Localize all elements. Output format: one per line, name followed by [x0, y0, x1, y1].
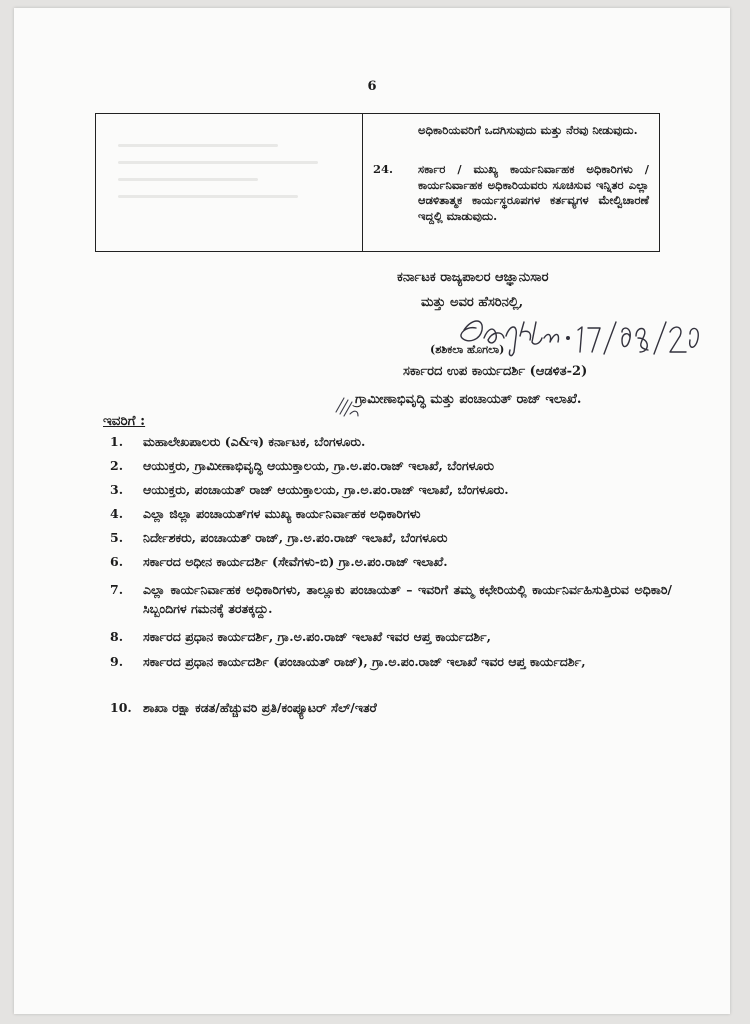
- recipients-heading: ಇವರಿಗೆ :: [103, 413, 146, 429]
- list-item-number: 5.: [110, 530, 124, 545]
- authority-line-1: ಕರ್ನಾಟಕ ರಾಜ್ಯಪಾಲರ ಆಜ್ಞಾನುಸಾರ: [397, 270, 549, 285]
- item-text: ಸರ್ಕಾರ / ಮುಖ್ಯ ಕಾರ್ಯನಿರ್ವಾಹಕ ಅಧಿಕಾರಿಗಳು / ಕಾರ್ಯನಿರ್ವಾಹಕ ಅಧಿಕಾರಿಯವರು ಸೂಚಿಸುವ ಇನ್ನಿತರ ಎಲ್ಲಾ ಆಡಳಿತಾತ್ಮಕ ಕಾರ್ಯಸ್ಥರೂಪಗಳ ಕರ್ತವ್ಯಗಳ ಮೇಲ್ವಿಚಾರಣೆ ಇದ್ದಲ್ಲಿ ಮಾಡುವುದು.: [418, 162, 649, 223]
- signature-stroke: [578, 327, 582, 352]
- list-item-text: ಎಲ್ಲಾ ಜಿಲ್ಲಾ ಪಂಚಾಯತ್‌ಗಳ ಮುಖ್ಯ ಕಾರ್ಯನಿರ್ವಾಹಕ ಅಧಿಕಾರಿಗಳು: [143, 506, 421, 521]
- list-item-number: 8.: [110, 629, 124, 644]
- list-item-number: 3.: [110, 482, 124, 497]
- list-item: [110, 528, 672, 547]
- signature-stroke: [636, 329, 648, 353]
- page-number: 6: [367, 79, 377, 94]
- list-item: [110, 627, 672, 646]
- handwritten-signature: [444, 308, 706, 370]
- list-item-text: ಎಲ್ಲಾ ಕಾರ್ಯನಿರ್ವಾಹಕ ಅಧಿಕಾರಿಗಳು, ತಾಲ್ಲೂಕು ಪಂಚಾಯತ್ – ಇವರಿಗೆ ತಮ್ಮ ಕಛೇರಿಯಲ್ಲಿ ಕಾರ್ಯನಿರ್ವಹಿಸುತ್ತಿರುವ ಅಧಿಕಾರಿ/ಸಿಬ್ಬಂದಿಗಳ ಗಮನಕ್ಕೆ ತರತಕ್ಕದ್ದು.: [143, 582, 672, 616]
- signatory-designation: ಸರ್ಕಾರದ ಉಪ ಕಾರ್ಯದರ್ಶಿ (ಆಡಳಿತ-2): [403, 364, 588, 379]
- table-left-cell: [96, 114, 362, 251]
- list-item-number: 10.: [110, 700, 132, 715]
- department-name: ಗ್ರಾಮೀಣಾಭಿವೃದ್ಧಿ ಮತ್ತು ಪಂಚಾಯತ್ ರಾಜ್ ಇಲಾಖೆ.: [355, 392, 582, 407]
- list-item: [110, 580, 672, 618]
- list-item-number: 2.: [110, 458, 124, 473]
- signature-stroke: [520, 322, 531, 340]
- list-item-number: 9.: [110, 654, 124, 669]
- duties-table: [95, 113, 660, 252]
- signature-stroke: [654, 322, 666, 354]
- signature-stroke: [622, 328, 630, 347]
- bleed-through-line: [118, 161, 318, 164]
- list-item: [110, 652, 672, 671]
- list-item-text: ಆಯುಕ್ತರು, ಪಂಚಾಯತ್ ರಾಜ್ ಆಯುಕ್ತಾಲಯ, ಗ್ರಾ.ಅ.ಪಂ.ರಾಜ್ ಇಲಾಖೆ, ಬೆಂಗಳೂರು.: [143, 482, 509, 497]
- list-item: [110, 552, 672, 571]
- list-item: [110, 504, 672, 523]
- list-item-number: 6.: [110, 554, 124, 569]
- table-column-divider: [362, 114, 363, 251]
- list-item: [110, 432, 672, 451]
- signature-stroke: [461, 321, 482, 341]
- list-item: [110, 698, 672, 717]
- initials-mark: [332, 392, 362, 422]
- list-item-text: ಮಹಾಲೇಖಪಾಲರು (ಎ&ಇ) ಕರ್ನಾಟಕ, ಬೆಂಗಳೂರು.: [143, 434, 366, 449]
- list-item-text: ಸರ್ಕಾರದ ಪ್ರಧಾನ ಕಾರ್ಯದರ್ಶಿ (ಪಂಚಾಯತ್ ರಾಜ್), ಗ್ರಾ.ಅ.ಪಂ.ರಾಜ್ ಇಲಾಖೆ ಇವರ ಆಪ್ತ ಕಾರ್ಯದರ್ಶಿ,: [143, 654, 586, 669]
- list-item-text: ಸರ್ಕಾರದ ಅಧೀನ ಕಾರ್ಯದರ್ಶಿ (ಸೇವೆಗಳು-ಬಿ) ಗ್ರಾ.ಅ.ಪಂ.ರಾಜ್ ಇಲಾಖೆ.: [143, 554, 448, 569]
- bleed-through-line: [118, 144, 278, 147]
- list-item-text: ಶಾಖಾ ರಕ್ಷಾ ಕಡತ/ಹೆಚ್ಚುವರಿ ಪ್ರತಿ/ಕಂಪ್ಯೂಟರ್ ಸೆಲ್/ಇತರೆ: [143, 700, 377, 715]
- list-item-text: ಸರ್ಕಾರದ ಪ್ರಧಾನ ಕಾರ್ಯದರ್ಶಿ, ಗ್ರಾ.ಅ.ಪಂ.ರಾಜ್ ಇಲಾಖೆ ಇವರ ಆಪ್ತ ಕಾರ್ಯದರ್ಶಿ,: [143, 629, 491, 644]
- continued-item-text: ಅಧಿಕಾರಿಯವರಿಗೆ ಒದಗಿಸುವುದು ಮತ್ತು ನೆರವು ನೀಡುವುದು.: [418, 123, 638, 137]
- list-item-text: ನಿರ್ದೇಶಕರು, ಪಂಚಾಯತ್ ರಾಜ್, ಗ್ರಾ.ಅ.ಪಂ.ರಾಜ್ ಇಲಾಖೆ, ಬೆಂಗಳೂರು: [143, 530, 448, 545]
- signature-stroke: [484, 329, 504, 343]
- signature-stroke: [567, 337, 570, 340]
- item-number: 24.: [373, 162, 394, 176]
- signature-stroke: [670, 327, 686, 352]
- signature-stroke: [544, 334, 559, 342]
- table-right-cell: [364, 114, 659, 251]
- list-item: [110, 480, 672, 499]
- signature-stroke: [690, 328, 699, 347]
- list-item-text: ಆಯುಕ್ತರು, ಗ್ರಾಮೀಣಾಭಿವೃದ್ಧಿ ಆಯುಕ್ತಾಲಯ, ಗ್ರಾ.ಅ.ಪಂ.ರಾಜ್ ಇಲಾಖೆ, ಬೆಂಗಳೂರು: [143, 458, 494, 473]
- bleed-through-line: [118, 195, 298, 198]
- authority-line-2: ಮತ್ತು ಅವರ ಹೆಸರಿನಲ್ಲಿ,: [421, 295, 524, 310]
- list-item-number: 1.: [110, 434, 124, 449]
- signatory-name: (ಶಶಿಕಲಾ ಹೊಗಲಾ): [430, 343, 505, 356]
- signature-stroke: [588, 328, 600, 352]
- signature-stroke: [506, 327, 516, 356]
- document-page: [14, 8, 730, 1014]
- bleed-through-line: [118, 178, 258, 181]
- list-item: [110, 456, 672, 475]
- list-item-number: 7.: [110, 582, 124, 597]
- signature-stroke: [532, 322, 542, 344]
- list-item-number: 4.: [110, 506, 124, 521]
- signature-stroke: [604, 322, 616, 354]
